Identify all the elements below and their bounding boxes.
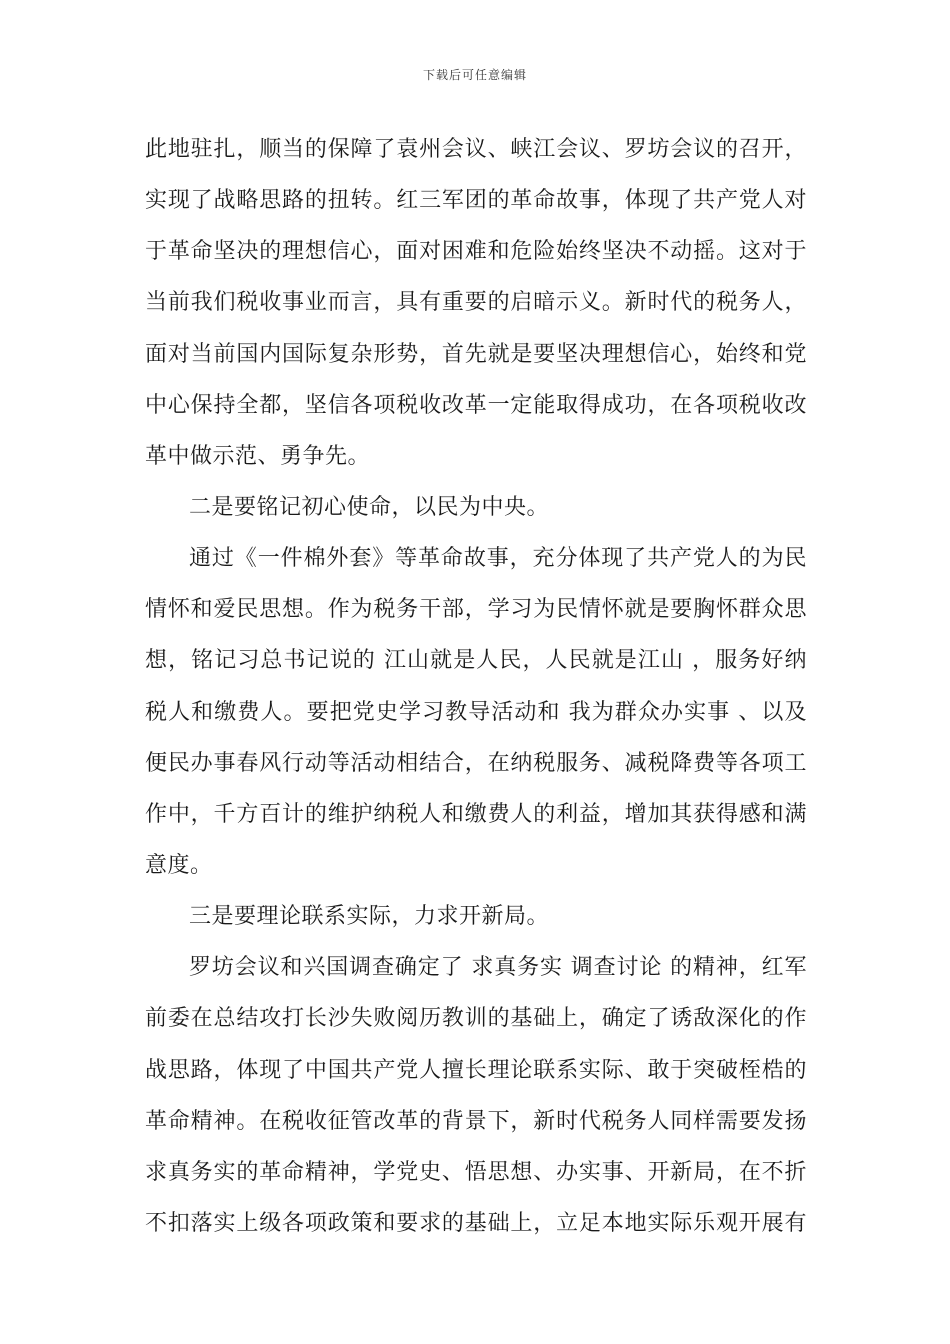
text-line: 当前我们税收事业而言，具有重要的启暗示义。新时代的税务人， [145,290,807,316]
text-line: 作中，千方百计的维护纳税人和缴费人的利益，增加其获得感和满 [145,801,807,827]
text-line: 求真务实的革命精神，学党史、悟思想、办实事、开新局，在不折 [145,1159,807,1185]
page-header: 下载后可任意编辑 [422,68,527,82]
text-line: 意度。 [145,852,213,878]
text-line: 革中做示范、勇争先。 [145,443,371,469]
text-line: 此地驻扎，顺当的保障了袁州会议、峡江会议、罗坊会议的召开， [145,137,807,162]
document-body [145,128,807,1253]
section-heading: 二是要铭记初心使命，以民为中央。 [189,494,550,520]
text-line: 革命精神。在税收征管改革的背景下，新时代税务人同样需要发扬 [145,1108,807,1134]
text-line: 于革命坚决的理想信心，面对困难和危险始终坚决不动摇。这对于 [145,239,807,265]
text-line: 中心保持全都，坚信各项税收改革一定能取得成功，在各项税收改 [145,392,807,418]
text-line: 前委在总结攻打长沙失败阅历教训的基础上，确定了诱敌深化的作 [145,1006,807,1032]
text-line: 罗坊会议和兴国调查确定了 求真务实 调查讨论 的精神，红军 [189,955,807,981]
text-line: 通过《一件棉外套》等革命故事，充分体现了共产党人的为民 [189,546,807,572]
text-line: 战思路，体现了中国共产党人擅长理论联系实际、敢于突破桎梏的 [145,1057,807,1083]
text-line: 税人和缴费人。要把党史学习教导活动和 我为群众办实事 、以及 [145,699,807,725]
text-line: 情怀和爱民思想。作为税务干部，学习为民情怀就是要胸怀群众思 [145,597,807,623]
text-line: 实现了战略思路的扭转。红三军团的革命故事，体现了共产党人对 [145,188,807,214]
text-line: 想，铭记习总书记说的 江山就是人民，人民就是江山 ，服务好纳 [145,648,807,674]
text-line: 不扣落实上级各项政策和要求的基础上，立足本地实际乐观开展有 [145,1210,807,1236]
text-line: 便民办事春风行动等活动相结合，在纳税服务、减税降费等各项工 [145,750,807,776]
text-line: 面对当前国内国际复杂形势，首先就是要坚决理想信心，始终和党 [145,341,807,367]
section-heading: 三是要理论联系实际，力求开新局。 [189,904,550,930]
